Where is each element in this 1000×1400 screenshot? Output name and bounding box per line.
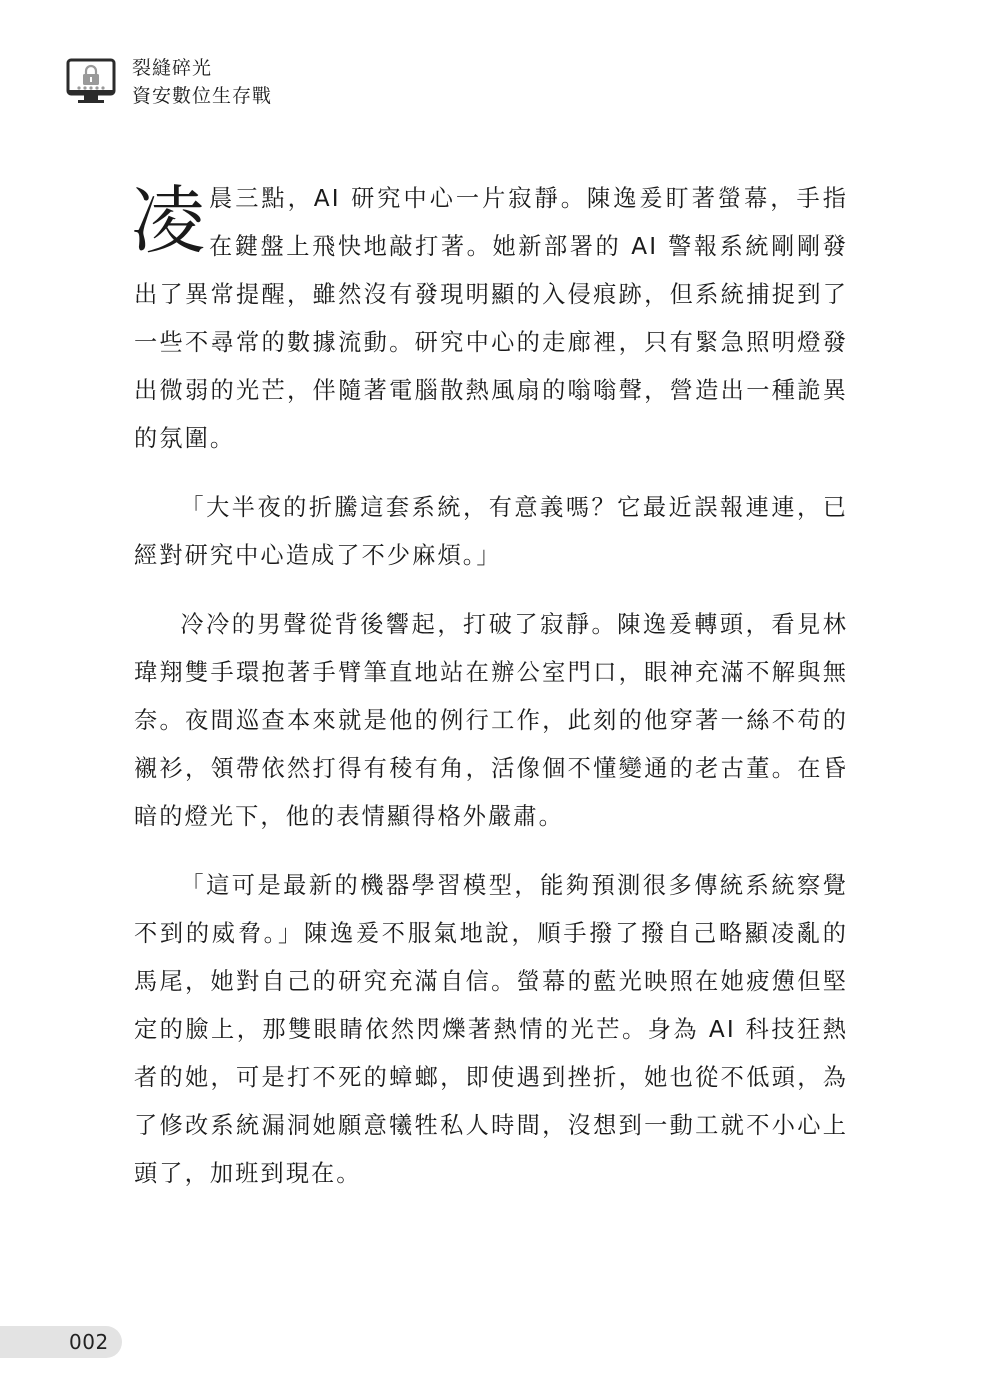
book-subtitle: 資安數位生存戰 <box>132 85 273 107</box>
paragraph-4: 「這可是最新的機器學習模型，能夠預測很多傳統系統察覺不到的威脅。」陳逸爰不服氣地說，順手撥了撥自己略顯凌亂的馬尾，她對自己的研究充滿自信。螢幕的藍光映照在她疲憊但堅定的臉上，那雙眼睛依然閃爍著熱情的光芒。身為 AI 科技狂熱者的她，可是打不死的蟑螂，即使遇到挫折，她也從不低頭，為了修改系統漏洞她願意犧牲私人時間，沒想到一動工就不小心上頭了，加班到現在。 <box>134 872 848 1187</box>
paragraph-3: 冷冷的男聲從背後響起，打破了寂靜。陳逸爰轉頭，看見林瑋翔雙手環抱著手臂筆直地站在辦公室門口，眼神充滿不解與無奈。夜間巡查本來就是他的例行工作，此刻的他穿著一絲不苟的襯衫，領帶依然打得有稜有角，活像個不懂變通的老古董。在昏暗的燈光下，他的表情顯得格外嚴肅。 <box>134 611 848 830</box>
locked-monitor-icon <box>66 57 116 107</box>
body-text <box>131 175 848 1219</box>
header-titles <box>132 55 272 111</box>
running-header <box>66 55 272 115</box>
paragraph-2: 「大半夜的折騰這套系統，有意義嗎？它最近誤報連連，已經對研究中心造成了不少麻煩。」 <box>134 494 848 569</box>
drop-cap: 凌 <box>131 178 208 264</box>
paragraph-1 <box>131 175 848 463</box>
paragraph-1-text: 晨三點，AI 研究中心一片寂靜。陳逸爰盯著螢幕，手指在鍵盤上飛快地敲打著。她新部署的 AI 警報系統剛剛發出了異常提醒，雖然沒有發現明顯的入侵痕跡，但系統捕捉到了一些不尋常的數據流動。研究中心的走廊裡，只有緊急照明燈發出微弱的光芒，伴隨著電腦散熱風扇的嗡嗡聲，營造出一種詭異的氛圍。 <box>134 185 848 452</box>
book-title: 裂縫碎光 <box>132 57 213 79</box>
page-number: 002 <box>69 1330 109 1354</box>
